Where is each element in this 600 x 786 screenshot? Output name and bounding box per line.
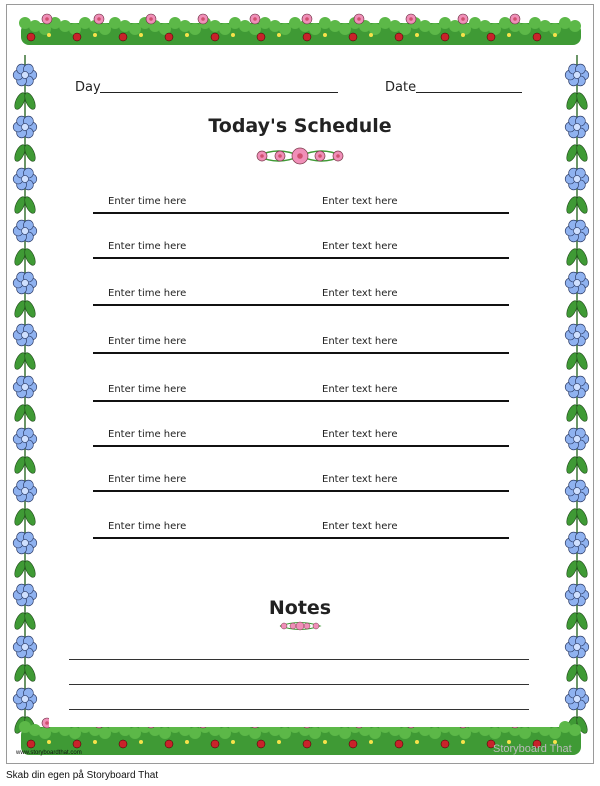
schedule-row-line <box>93 537 509 539</box>
date-field[interactable] <box>416 92 522 93</box>
blue-flower-icon <box>565 168 589 190</box>
blue-flower-icon <box>565 64 589 86</box>
blue-flower-icon <box>13 428 37 450</box>
date-label: Date <box>385 80 417 95</box>
blue-flower-icon <box>13 636 37 658</box>
schedule-text-cell[interactable]: Enter text here <box>322 241 398 252</box>
blue-flower-icon <box>13 376 37 398</box>
schedule-text-cell[interactable]: Enter text here <box>322 429 398 440</box>
ladybug-icon <box>165 33 173 41</box>
schedule-row-line <box>93 490 509 492</box>
notes-line[interactable] <box>69 659 529 660</box>
notes-line[interactable] <box>69 709 529 710</box>
ladybug-icon <box>395 33 403 41</box>
schedule-text-cell[interactable]: Enter text here <box>322 288 398 299</box>
schedule-row-line <box>93 212 509 214</box>
ladybug-icon <box>211 740 219 748</box>
schedule-time-cell[interactable]: Enter time here <box>108 384 187 395</box>
ladybug-icon <box>257 33 265 41</box>
blue-flower-icon <box>565 636 589 658</box>
day-field[interactable] <box>100 92 338 93</box>
blue-flower-icon <box>13 324 37 346</box>
blue-flower-icon <box>13 64 37 86</box>
blue-flower-icon <box>565 480 589 502</box>
notes-title: Notes <box>268 597 332 619</box>
footer-caption[interactable]: Skab din egen på Storyboard That <box>6 770 159 781</box>
ladybug-icon <box>303 740 311 748</box>
ladybug-icon <box>349 33 357 41</box>
schedule-row-line <box>93 352 509 354</box>
schedule-text-cell[interactable]: Enter text here <box>322 336 398 347</box>
ladybug-icon <box>119 33 127 41</box>
blue-flower-icon <box>13 220 37 242</box>
blue-flower-icon <box>565 324 589 346</box>
blue-flower-icon <box>13 532 37 554</box>
ladybug-icon <box>27 740 35 748</box>
blue-flower-icon <box>565 428 589 450</box>
schedule-row-line <box>93 304 509 306</box>
ladybug-icon <box>257 740 265 748</box>
blue-flower-icon <box>565 532 589 554</box>
ladybug-icon <box>303 33 311 41</box>
blue-flower-icon <box>565 688 589 710</box>
day-label: Day <box>75 80 101 95</box>
schedule-time-cell[interactable]: Enter time here <box>108 474 187 485</box>
schedule-row-line <box>93 400 509 402</box>
ladybug-icon <box>533 33 541 41</box>
schedule-time-cell[interactable]: Enter time here <box>108 521 187 532</box>
ladybug-icon <box>349 740 357 748</box>
blue-flower-icon <box>565 376 589 398</box>
blue-flower-icon <box>565 272 589 294</box>
watermark-logo: Storyboard That <box>493 743 572 755</box>
ladybug-icon <box>119 740 127 748</box>
ladybug-icon <box>211 33 219 41</box>
blue-flower-icon <box>13 168 37 190</box>
blue-flower-icon <box>13 272 37 294</box>
schedule-text-cell[interactable]: Enter text here <box>322 196 398 207</box>
schedule-text-cell[interactable]: Enter text here <box>322 384 398 395</box>
ladybug-icon <box>441 740 449 748</box>
schedule-time-cell[interactable]: Enter time here <box>108 196 187 207</box>
blue-flower-icon <box>565 220 589 242</box>
schedule-text-cell[interactable]: Enter text here <box>322 474 398 485</box>
small-flower-decoration <box>278 619 322 633</box>
flower-garland-decoration <box>250 144 350 168</box>
schedule-row-line <box>93 445 509 447</box>
blue-flower-icon <box>13 480 37 502</box>
schedule-title: Today's Schedule <box>208 115 392 137</box>
schedule-text-cell[interactable]: Enter text here <box>322 521 398 532</box>
schedule-time-cell[interactable]: Enter time here <box>108 336 187 347</box>
ladybug-icon <box>73 740 81 748</box>
ladybug-icon <box>165 740 173 748</box>
watermark-url: www.storyboardthat.com <box>16 750 82 756</box>
notes-line[interactable] <box>69 684 529 685</box>
schedule-time-cell[interactable]: Enter time here <box>108 288 187 299</box>
ladybug-icon <box>395 740 403 748</box>
blue-flower-icon <box>13 688 37 710</box>
ladybug-icon <box>73 33 81 41</box>
ladybug-icon <box>487 33 495 41</box>
ladybug-icon <box>441 33 449 41</box>
schedule-time-cell[interactable]: Enter time here <box>108 241 187 252</box>
schedule-time-cell[interactable]: Enter time here <box>108 429 187 440</box>
ladybug-icon <box>27 33 35 41</box>
schedule-row-line <box>93 257 509 259</box>
